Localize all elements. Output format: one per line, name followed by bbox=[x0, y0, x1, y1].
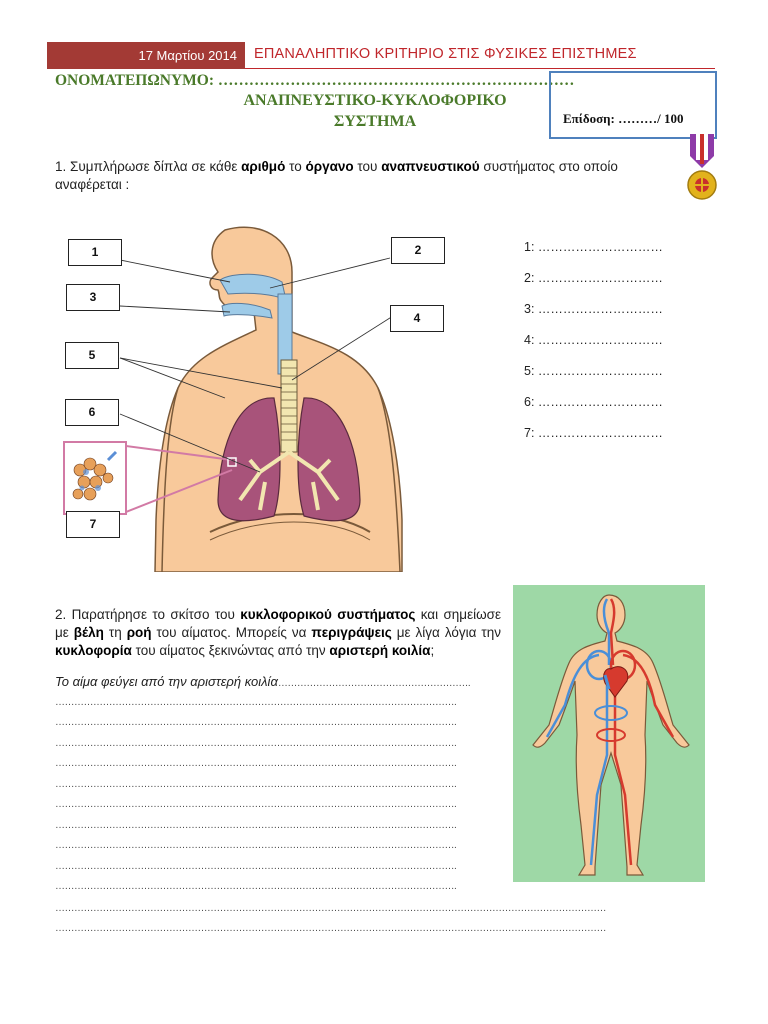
diagram-label-7: 7 bbox=[66, 511, 120, 538]
page-title-line-1: ΑΝΑΠΝΕΥΣΤΙΚΟ-ΚΥΚΛΟΦΟΡΙΚΟ bbox=[243, 92, 507, 109]
writing-line[interactable]: ………………………………………………………………………………………………………………. bbox=[55, 861, 457, 872]
writing-line[interactable]: ………………………………………………………………………………………………………………………………………………………… bbox=[55, 923, 606, 934]
exam-title: ΕΠΑΝΑΛΗΠΤΙΚΟ ΚΡΙΤΗΡΙΟ ΣΤΙΣ ΦΥΣΙΚΕΣ ΕΠΙΣΤΗΜΕΣ bbox=[254, 46, 637, 62]
diagram-label-5: 5 bbox=[65, 342, 119, 369]
respiratory-system-diagram bbox=[60, 220, 500, 572]
answer-line-2[interactable]: 2: ………………………… bbox=[524, 271, 663, 285]
diagram-label-4: 4 bbox=[390, 305, 444, 332]
score-box bbox=[549, 71, 717, 139]
writing-line[interactable]: ………………………………………………………………………………………………………………. bbox=[55, 738, 457, 749]
date-banner: 17 Μαρτίου 2014 bbox=[47, 42, 245, 69]
writing-line[interactable]: ………………………………………………………………………………………………………………. bbox=[55, 779, 457, 790]
medal-icon bbox=[684, 134, 720, 202]
answer-line-5[interactable]: 5: ………………………… bbox=[524, 364, 663, 378]
answer-line-3[interactable]: 3: ………………………… bbox=[524, 302, 663, 316]
diagram-label-6: 6 bbox=[65, 399, 119, 426]
score-label: Επίδοση: ………/ 100 bbox=[563, 111, 684, 126]
answer-list bbox=[524, 240, 663, 457]
answer-line-6[interactable]: 6: ………………………… bbox=[524, 395, 663, 409]
diagram-label-1: 1 bbox=[68, 239, 122, 266]
student-name-field: ΟΝΟΜΑΤΕΠΩΝΥΜΟ: …………………………………………………………… bbox=[55, 72, 575, 89]
writing-line[interactable]: ………………………………………………………………………………………………………………. bbox=[55, 758, 457, 769]
writing-line[interactable]: ………………………………………………………………………………………………………………. bbox=[55, 697, 457, 708]
question-2-text: 2. Παρατήρησε το σκίτσο του κυκλοφορικού συστήματος και σημείωσε με βέλη τη ροή του αίματος. Μπορείς να περιγράψεις με λίγα λόγια την κυκλοφορία του αίματος ξεκινώντας από την αριστερή κοιλία; bbox=[55, 607, 501, 658]
page-title bbox=[190, 90, 560, 132]
writing-line[interactable]: ………………………………………………………………………………………………………………. bbox=[55, 840, 457, 851]
circulatory-system-illustration bbox=[513, 585, 705, 882]
header-divider bbox=[245, 68, 715, 69]
diagram-label-3: 3 bbox=[66, 284, 120, 311]
writing-line[interactable]: ………………………………………………………………………………………………………………. bbox=[55, 820, 457, 831]
writing-line[interactable]: ………………………………………………………………………………………………………………. bbox=[55, 799, 457, 810]
page-title-line-2: ΣΥΣΤΗΜΑ bbox=[333, 113, 417, 130]
answer-line-4[interactable]: 4: ………………………… bbox=[524, 333, 663, 347]
writing-line[interactable]: ………………………………………………………………………………………………………………. bbox=[55, 717, 457, 728]
writing-line[interactable]: ………………………………………………………………………………………………………………………………………………………… bbox=[55, 903, 606, 914]
answer-line-1[interactable]: 1: ………………………… bbox=[524, 240, 663, 254]
answer-line-7[interactable]: 7: ………………………… bbox=[524, 426, 663, 440]
writing-line[interactable]: ………………………………………………………………………………………………………………. bbox=[55, 881, 457, 892]
answer-line-start[interactable]: Το αίμα φεύγει από την αριστερή κοιλία……………………………………………………. bbox=[55, 674, 471, 689]
question-1-text: 1. Συμπλήρωσε δίπλα σε κάθε αριθμό το όργανο του αναπνευστικού συστήματος στο οποίο αναφέρεται : bbox=[55, 159, 618, 192]
respiratory-illustration bbox=[60, 220, 500, 572]
diagram-label-2: 2 bbox=[391, 237, 445, 264]
